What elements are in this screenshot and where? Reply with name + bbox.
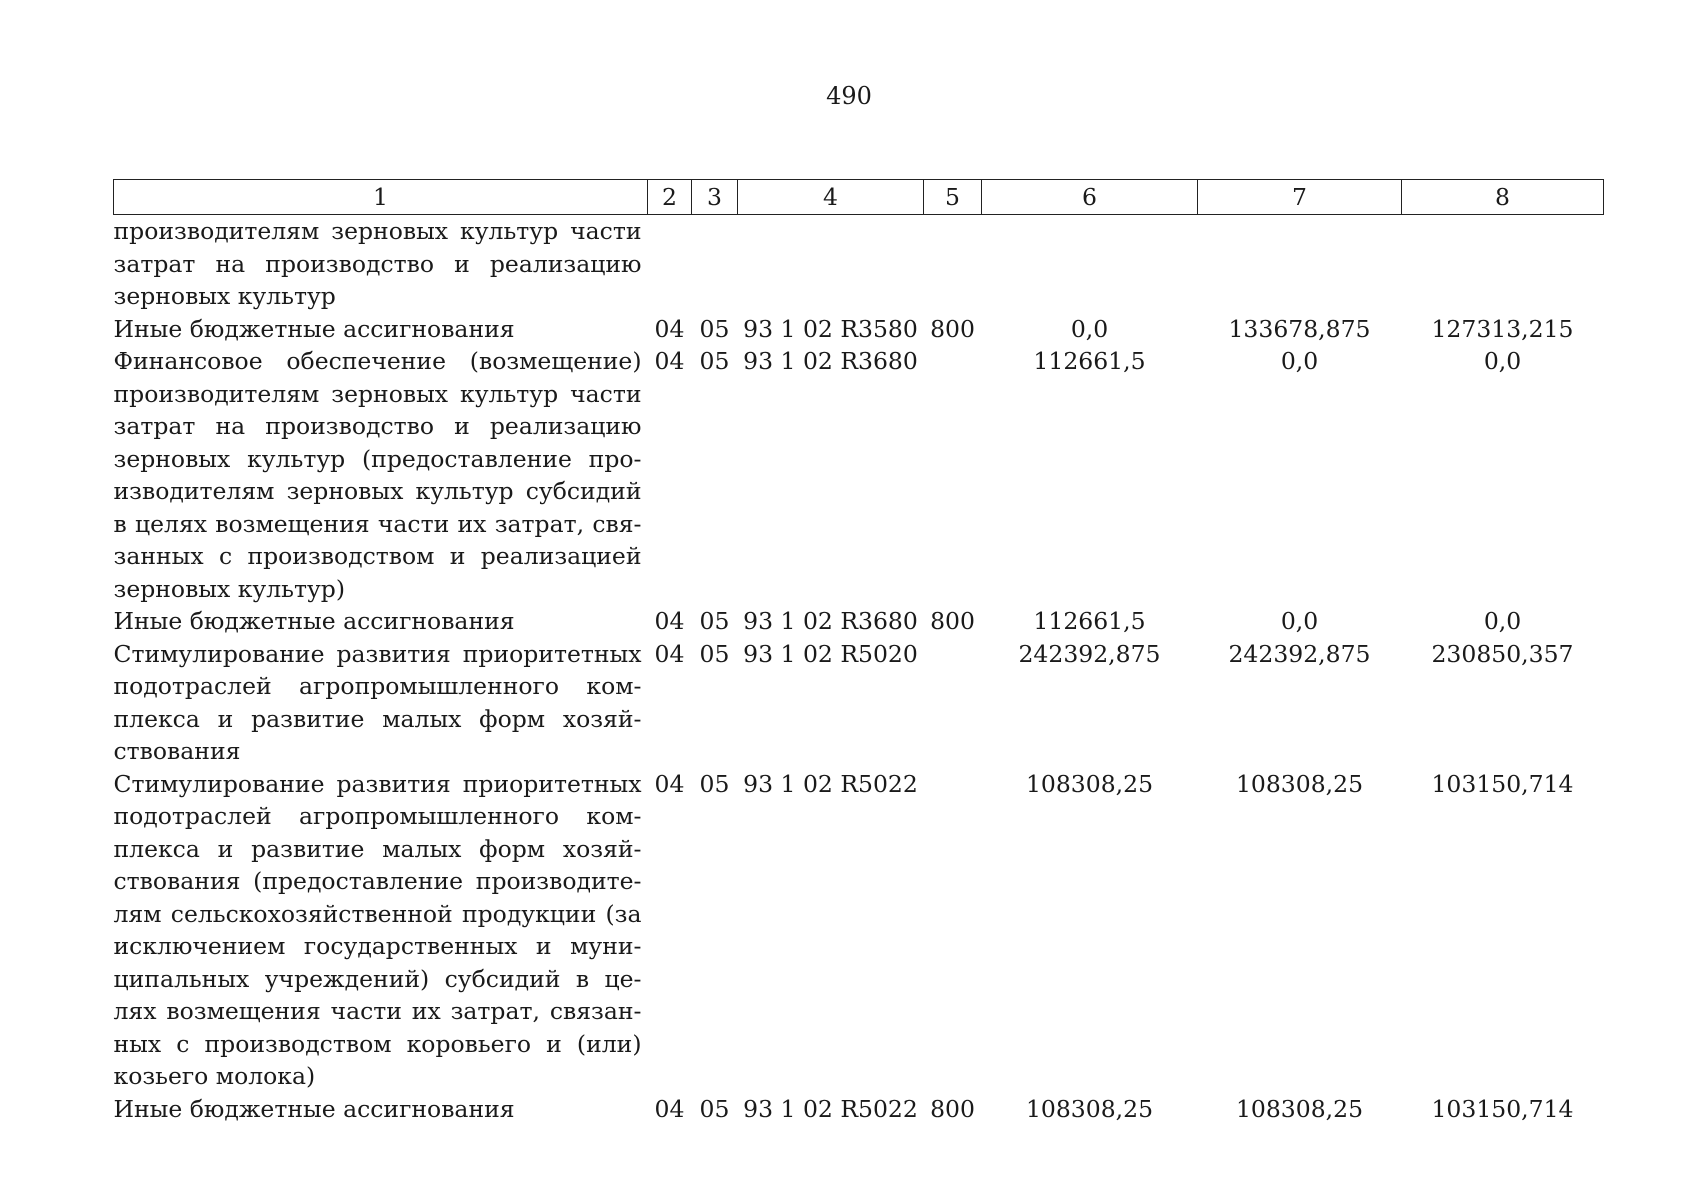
row-value-col8: 127313,215 bbox=[1431, 314, 1574, 343]
row-subsection bbox=[692, 215, 738, 313]
row-target-article bbox=[738, 215, 924, 313]
page-number: 490 bbox=[826, 82, 872, 110]
row-value-col6: 108308,25 bbox=[1025, 1094, 1154, 1123]
row-value-col7: 242392,875 bbox=[1228, 639, 1371, 668]
row-expense-type: 800 bbox=[930, 1094, 975, 1123]
row-target-article: 93 1 02 R3680 bbox=[743, 347, 918, 375]
row-section: 04 bbox=[654, 769, 685, 798]
row-value-col8 bbox=[1402, 215, 1604, 313]
row-value-col7: 0,0 bbox=[1280, 347, 1319, 375]
row-description: Стимулирование развития приоритетных подотраслей агропромышленного комплекса и развитие малых форм хозяйствования (предоставление производителям сельскохозяйственной продукции (за исключением государственных и муниципальных учреждений) субсидий в целях возмещения части их затрат, связанных с производством коровьего и (или) козьего молока) bbox=[113, 769, 642, 1090]
header-col-6: 6 bbox=[982, 180, 1198, 215]
row-expense-type bbox=[924, 638, 982, 768]
row-target-article: 93 1 02 R3580 bbox=[743, 314, 918, 343]
row-value-col8: 103150,714 bbox=[1431, 1094, 1574, 1123]
row-expense-type bbox=[924, 345, 982, 605]
row-description: Иные бюджетные ассигнования bbox=[113, 1094, 515, 1123]
row-value-col7: 133678,875 bbox=[1228, 314, 1371, 343]
row-value-col7: 108308,25 bbox=[1235, 769, 1364, 798]
table-row bbox=[114, 638, 1604, 768]
header-col-7: 7 bbox=[1198, 180, 1402, 215]
header-col-4: 4 bbox=[738, 180, 924, 215]
row-expense-type bbox=[924, 215, 982, 313]
row-target-article: 93 1 02 R5022 bbox=[743, 1094, 918, 1123]
row-subsection: 05 bbox=[699, 1094, 730, 1123]
row-section: 04 bbox=[654, 607, 685, 635]
row-description: Иные бюджетные ассигнования bbox=[113, 314, 515, 343]
row-expense-type: 800 bbox=[930, 314, 975, 343]
row-value-col7: 108308,25 bbox=[1235, 1094, 1364, 1123]
table-row bbox=[114, 215, 1604, 313]
header-col-2: 2 bbox=[648, 180, 692, 215]
row-section: 04 bbox=[654, 1094, 685, 1123]
row-value-col8: 230850,357 bbox=[1431, 639, 1574, 668]
row-section: 04 bbox=[654, 347, 685, 375]
header-col-1: 1 bbox=[114, 180, 648, 215]
row-value-col6: 242392,875 bbox=[1018, 639, 1161, 668]
row-description: Иные бюджетные ассигнования bbox=[113, 607, 515, 635]
row-description: Финансовое обеспечение (возмещение) производителям зерновых культур части затрат на производство и реализацию зерновых культур (предоставление производителям зерновых культур субсидий в целях возмещения части их затрат, связанных с производством и реализацией зерновых культур) bbox=[113, 347, 642, 603]
budget-table-container bbox=[113, 179, 1603, 1125]
row-subsection: 05 bbox=[699, 639, 730, 668]
header-col-5: 5 bbox=[924, 180, 982, 215]
row-subsection: 05 bbox=[699, 314, 730, 343]
row-target-article: 93 1 02 R5022 bbox=[743, 769, 918, 798]
row-value-col6: 112661,5 bbox=[1033, 347, 1146, 375]
row-subsection: 05 bbox=[699, 347, 730, 375]
row-target-article: 93 1 02 R3680 bbox=[743, 607, 918, 635]
header-col-8: 8 bbox=[1402, 180, 1604, 215]
budget-table bbox=[113, 179, 1604, 1125]
row-value-col6: 112661,5 bbox=[1033, 607, 1146, 635]
row-value-col6 bbox=[982, 215, 1198, 313]
table-row bbox=[114, 345, 1604, 605]
table-row bbox=[114, 605, 1604, 638]
table-row bbox=[114, 1093, 1604, 1126]
row-expense-type bbox=[924, 768, 982, 1093]
row-subsection: 05 bbox=[699, 607, 730, 635]
row-section: 04 bbox=[654, 314, 685, 343]
row-value-col7 bbox=[1198, 215, 1402, 313]
row-value-col8: 103150,714 bbox=[1431, 769, 1574, 798]
row-description: Стимулирование развития приоритетных подотраслей агропромышленного комплекса и развитие малых форм хозяйствования bbox=[113, 639, 642, 765]
header-col-3: 3 bbox=[692, 180, 738, 215]
row-value-col7: 0,0 bbox=[1280, 607, 1319, 635]
row-target-article: 93 1 02 R5020 bbox=[743, 639, 918, 668]
row-description: производителям зерновых культур части затрат на производство и реализацию зерновых культур bbox=[113, 217, 642, 310]
row-section: 04 bbox=[654, 639, 685, 668]
table-row bbox=[114, 313, 1604, 346]
table-row bbox=[114, 768, 1604, 1093]
row-section bbox=[648, 215, 692, 313]
row-value-col8: 0,0 bbox=[1483, 607, 1522, 635]
row-expense-type: 800 bbox=[930, 607, 975, 635]
row-value-col6: 0,0 bbox=[1070, 314, 1109, 343]
row-value-col6: 108308,25 bbox=[1025, 769, 1154, 798]
header-row bbox=[114, 180, 1604, 215]
row-subsection: 05 bbox=[699, 769, 730, 798]
row-value-col8: 0,0 bbox=[1483, 347, 1522, 375]
